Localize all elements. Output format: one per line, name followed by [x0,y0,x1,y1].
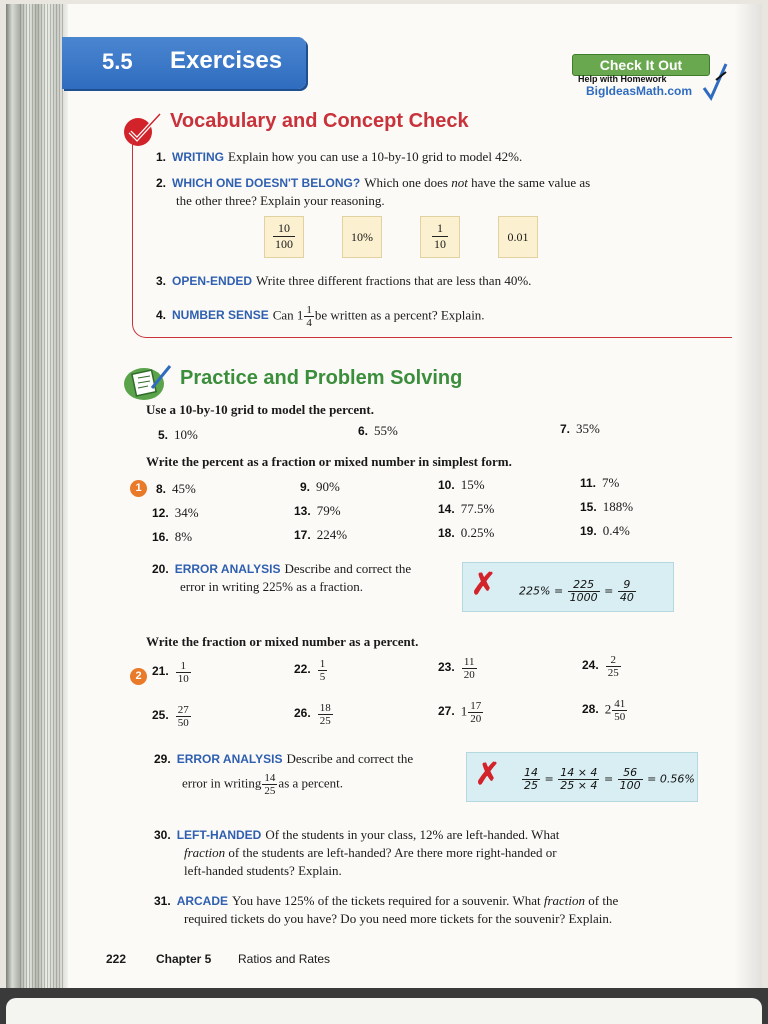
question-keyword: OPEN-ENDED [172,274,253,288]
denominator: 100 [619,779,641,792]
question-number: 1. [156,150,167,164]
exercise-25 [152,704,192,729]
exercise-number: 30. [154,828,171,842]
denominator: 25 [607,667,619,679]
equals-sign: = [544,772,554,786]
numerator: 2 [606,654,621,667]
exercise-number: 18. [438,526,455,540]
fraction [462,656,477,681]
denominator: 10 [434,237,446,251]
exercise-number: 6. [358,424,369,438]
exercise-number: 26. [294,706,311,721]
textbook-page [6,4,762,988]
fraction [262,772,277,797]
denominator: 40 [619,591,634,604]
denominator: 25 × 4 [560,779,598,792]
error-analysis-box-20 [462,562,674,612]
page-number: 222 [106,952,127,966]
site-url [586,84,692,98]
exercise-value: 90% [316,479,340,494]
exercise-17 [294,526,347,544]
exercise-number: 9. [300,480,311,494]
question-number: 4. [156,308,167,323]
exercise-text: Describe and correct the [286,751,414,766]
denominator: 20 [463,669,475,681]
exercise-number: 12. [152,506,169,520]
exercise-value: 15% [460,477,485,492]
error-work [519,579,637,604]
check-it-out-label: Check It Out [572,54,710,76]
exercise-number: 10. [438,478,455,492]
denominator: 20 [470,713,482,725]
exercise-value: 79% [316,503,341,518]
exercise-22 [294,658,328,683]
numerator: 14 [524,766,538,779]
exercise-19 [580,522,630,540]
numerator: 18 [319,702,331,714]
directions-percent-to-fraction: Write the percent as a fraction or mixed number in simplest form. [146,454,512,469]
numerator: 27 [177,704,189,716]
exercise-number: 31. [154,894,171,908]
denominator: 10 [177,673,189,685]
error-lhs: 225% = [519,584,564,598]
denominator: 25 [264,785,276,797]
numerator: 41 [614,698,626,710]
question-number: 3. [156,274,167,288]
exercise-number: 15. [580,500,597,514]
question-text: Explain how you can use a 10-by-10 grid to model 42%. [228,149,523,164]
exercise-21 [152,660,192,685]
help-example-badge: 1 [130,480,147,497]
card-fraction-10-100 [264,216,304,258]
book-spine [6,4,68,988]
exercise-number: 16. [152,530,169,544]
denominator: 25 [319,715,331,727]
section-title: Exercises [170,47,283,74]
fraction [273,221,295,252]
exercise-number: 20. [152,562,169,576]
fraction [432,221,448,252]
section-number: 5.5 [102,49,133,74]
numerator: 56 [618,767,643,780]
exercise-value: 55% [374,423,398,438]
whole-number: 1 [460,703,468,719]
exercise-text-cont: of the [588,893,619,908]
error-x-icon: ✗ [475,758,501,791]
exercise-number: 8. [156,482,167,496]
exercise-number: 21. [152,664,169,679]
directions-fraction-to-percent: Write the fraction or mixed number as a percent. [146,634,419,649]
exercise-number: 19. [580,524,597,538]
exercise-number: 11. [580,476,597,490]
fraction [304,304,314,329]
numerator: 10 [273,221,295,237]
card-decimal: 0.01 [498,216,538,258]
question-text: Write three different fractions that are less than 40%. [256,273,532,288]
numerator: 1 [432,221,448,237]
directions-grid-model: Use a 10-by-10 grid to model the percent. [146,402,374,417]
exercise-12 [152,504,199,522]
question-number: 2. [156,176,167,190]
exercise-keyword: ERROR ANALYSIS [176,752,283,766]
exercise-20 [152,560,411,578]
exercise-number: 25. [152,708,169,723]
numerator: 11 [462,656,477,669]
exercise-11 [580,474,619,492]
emphasis-text: fraction [543,893,586,908]
numerator: 14 × 4 [560,766,598,779]
exercise-5 [158,426,198,444]
numerator: 14 [264,772,276,784]
fraction [606,654,621,679]
exercise-27 [438,700,484,725]
exercise-value: 188% [602,499,634,514]
exercise-text: error in writing [182,775,262,791]
question-2 [156,174,590,192]
exercise-29-line2 [182,772,343,797]
exercise-number: 22. [294,662,311,677]
exercise-keyword: LEFT-HANDED [176,828,262,842]
exercise-value: 8% [174,529,193,544]
exercise-value: 35% [576,421,600,436]
exercise-keyword: ARCADE [176,894,229,908]
question-text: Which one does [364,175,448,190]
exercise-30 [154,826,559,844]
exercise-number: 17. [294,528,311,542]
numerator: 1 [319,658,326,670]
exercise-31-line2: required tickets do you have? Do you need more tickets for the souvenir? Explain. [184,911,613,926]
exercise-keyword: ERROR ANALYSIS [174,562,281,576]
error-result: = 0.56% [647,772,695,786]
exercise-text: You have 125% of the tickets required for a souvenir. What [232,893,541,908]
clipboard-pencil-icon [122,362,174,402]
exercise-6 [358,422,398,440]
question-4 [156,304,485,329]
question-3 [156,272,531,290]
exercise-number: 14. [438,502,455,516]
exercise-value: 45% [172,481,196,496]
exercise-text: of the students are left-handed? Are there more right-handed or [228,845,557,860]
numerator: 9 [618,579,636,592]
fraction [318,702,333,727]
numerator: 1 [176,660,191,673]
site-name: BigIdeasMath [586,84,665,98]
pencil-check-icon [702,58,728,102]
error-analysis-box-29 [466,752,698,802]
equals-sign: = [604,584,614,598]
page-shadow [734,4,762,988]
exercise-18 [438,524,494,542]
numerator: 1 [306,304,312,316]
exercise-number: 27. [438,704,455,719]
exercise-23 [438,656,478,681]
numerator: 17 [470,700,482,712]
exercise-text: Of the students in your class, 12% are left-handed. What [265,827,560,842]
exercise-20-line2: error in writing 225% as a fraction. [180,579,364,594]
card-percent: 10% [342,216,382,258]
error-x-icon: ✗ [471,568,497,601]
chapter-label: Chapter 5 [156,952,212,966]
exercise-value: 7% [602,475,620,490]
question-text: Can 1 [272,307,304,323]
denominator: 50 [177,717,189,729]
denominator: 1000 [569,591,598,604]
fraction [176,704,191,729]
equals-sign: = [603,772,614,786]
denominator: 50 [614,711,626,723]
exercise-31 [154,892,618,910]
question-1 [156,148,522,166]
fraction [522,767,540,792]
fraction [558,767,599,792]
practice-section-title: Practice and Problem Solving [180,367,463,389]
next-page-edge [6,998,762,1024]
exercise-value: 224% [316,527,348,542]
emphasis-text: fraction [184,845,226,860]
exercise-number: 29. [154,752,171,766]
exercise-16 [152,528,192,546]
exercise-30-line3: left-handed students? Explain. [184,863,342,878]
denominator: 25 [524,779,538,792]
fraction [618,767,643,792]
chapter-title: Ratios and Rates [238,952,331,966]
question-2-line2: the other three? Explain your reasoning. [176,193,385,208]
exercise-30-line2 [184,844,557,862]
question-keyword: WRITING [172,150,225,164]
exercise-number: 24. [582,658,599,673]
fraction [612,698,627,723]
help-example-badge: 2 [130,668,147,685]
vocab-section-title: Vocabulary and Concept Check [170,110,469,132]
exercise-number: 5. [158,428,169,442]
exercise-13 [294,502,341,520]
exercise-text: Describe and correct the [284,561,412,576]
help-text: Help with Homework [578,74,667,84]
exercise-value: 34% [174,505,199,520]
exercise-text-cont: as a percent. [278,775,344,791]
whole-number: 2 [604,701,612,717]
exercise-14 [438,500,494,518]
question-text-cont: be written as a percent? Explain. [314,307,485,323]
exercise-value: 0.25% [460,525,495,540]
question-keyword: WHICH ONE DOESN'T BELONG? [172,176,361,190]
error-work [521,767,695,792]
exercise-value: 77.5% [460,501,495,516]
card-fraction-1-10 [420,216,460,258]
fraction [618,579,636,604]
exercise-7 [560,420,600,438]
exercise-9 [300,478,340,496]
exercise-29 [154,750,413,768]
exercise-number: 28. [582,702,599,717]
exercise-value: 10% [174,427,198,442]
check-it-out-logo [572,54,732,104]
denominator: 100 [275,237,293,251]
exercise-number: 23. [438,660,455,675]
emphasis-text: not [451,175,468,190]
exercise-8 [156,480,196,498]
numerator: 225 [568,579,600,592]
exercise-10 [438,476,485,494]
denominator: 5 [319,671,326,683]
fraction [568,579,600,604]
exercise-15 [580,498,633,516]
denominator: 4 [306,317,312,329]
question-keyword: NUMBER SENSE [172,308,269,323]
section-banner [62,37,306,89]
exercise-number: 13. [294,504,311,518]
site-suffix: .com [664,84,693,98]
exercise-value: 0.4% [602,523,630,538]
exercise-26 [294,702,334,727]
fraction [176,660,191,685]
exercise-24 [582,654,622,679]
exercise-28 [582,698,628,723]
exercise-number: 7. [560,422,571,436]
fraction [318,658,328,683]
question-text-cont: have the same value as [471,175,591,190]
fraction [468,700,483,725]
